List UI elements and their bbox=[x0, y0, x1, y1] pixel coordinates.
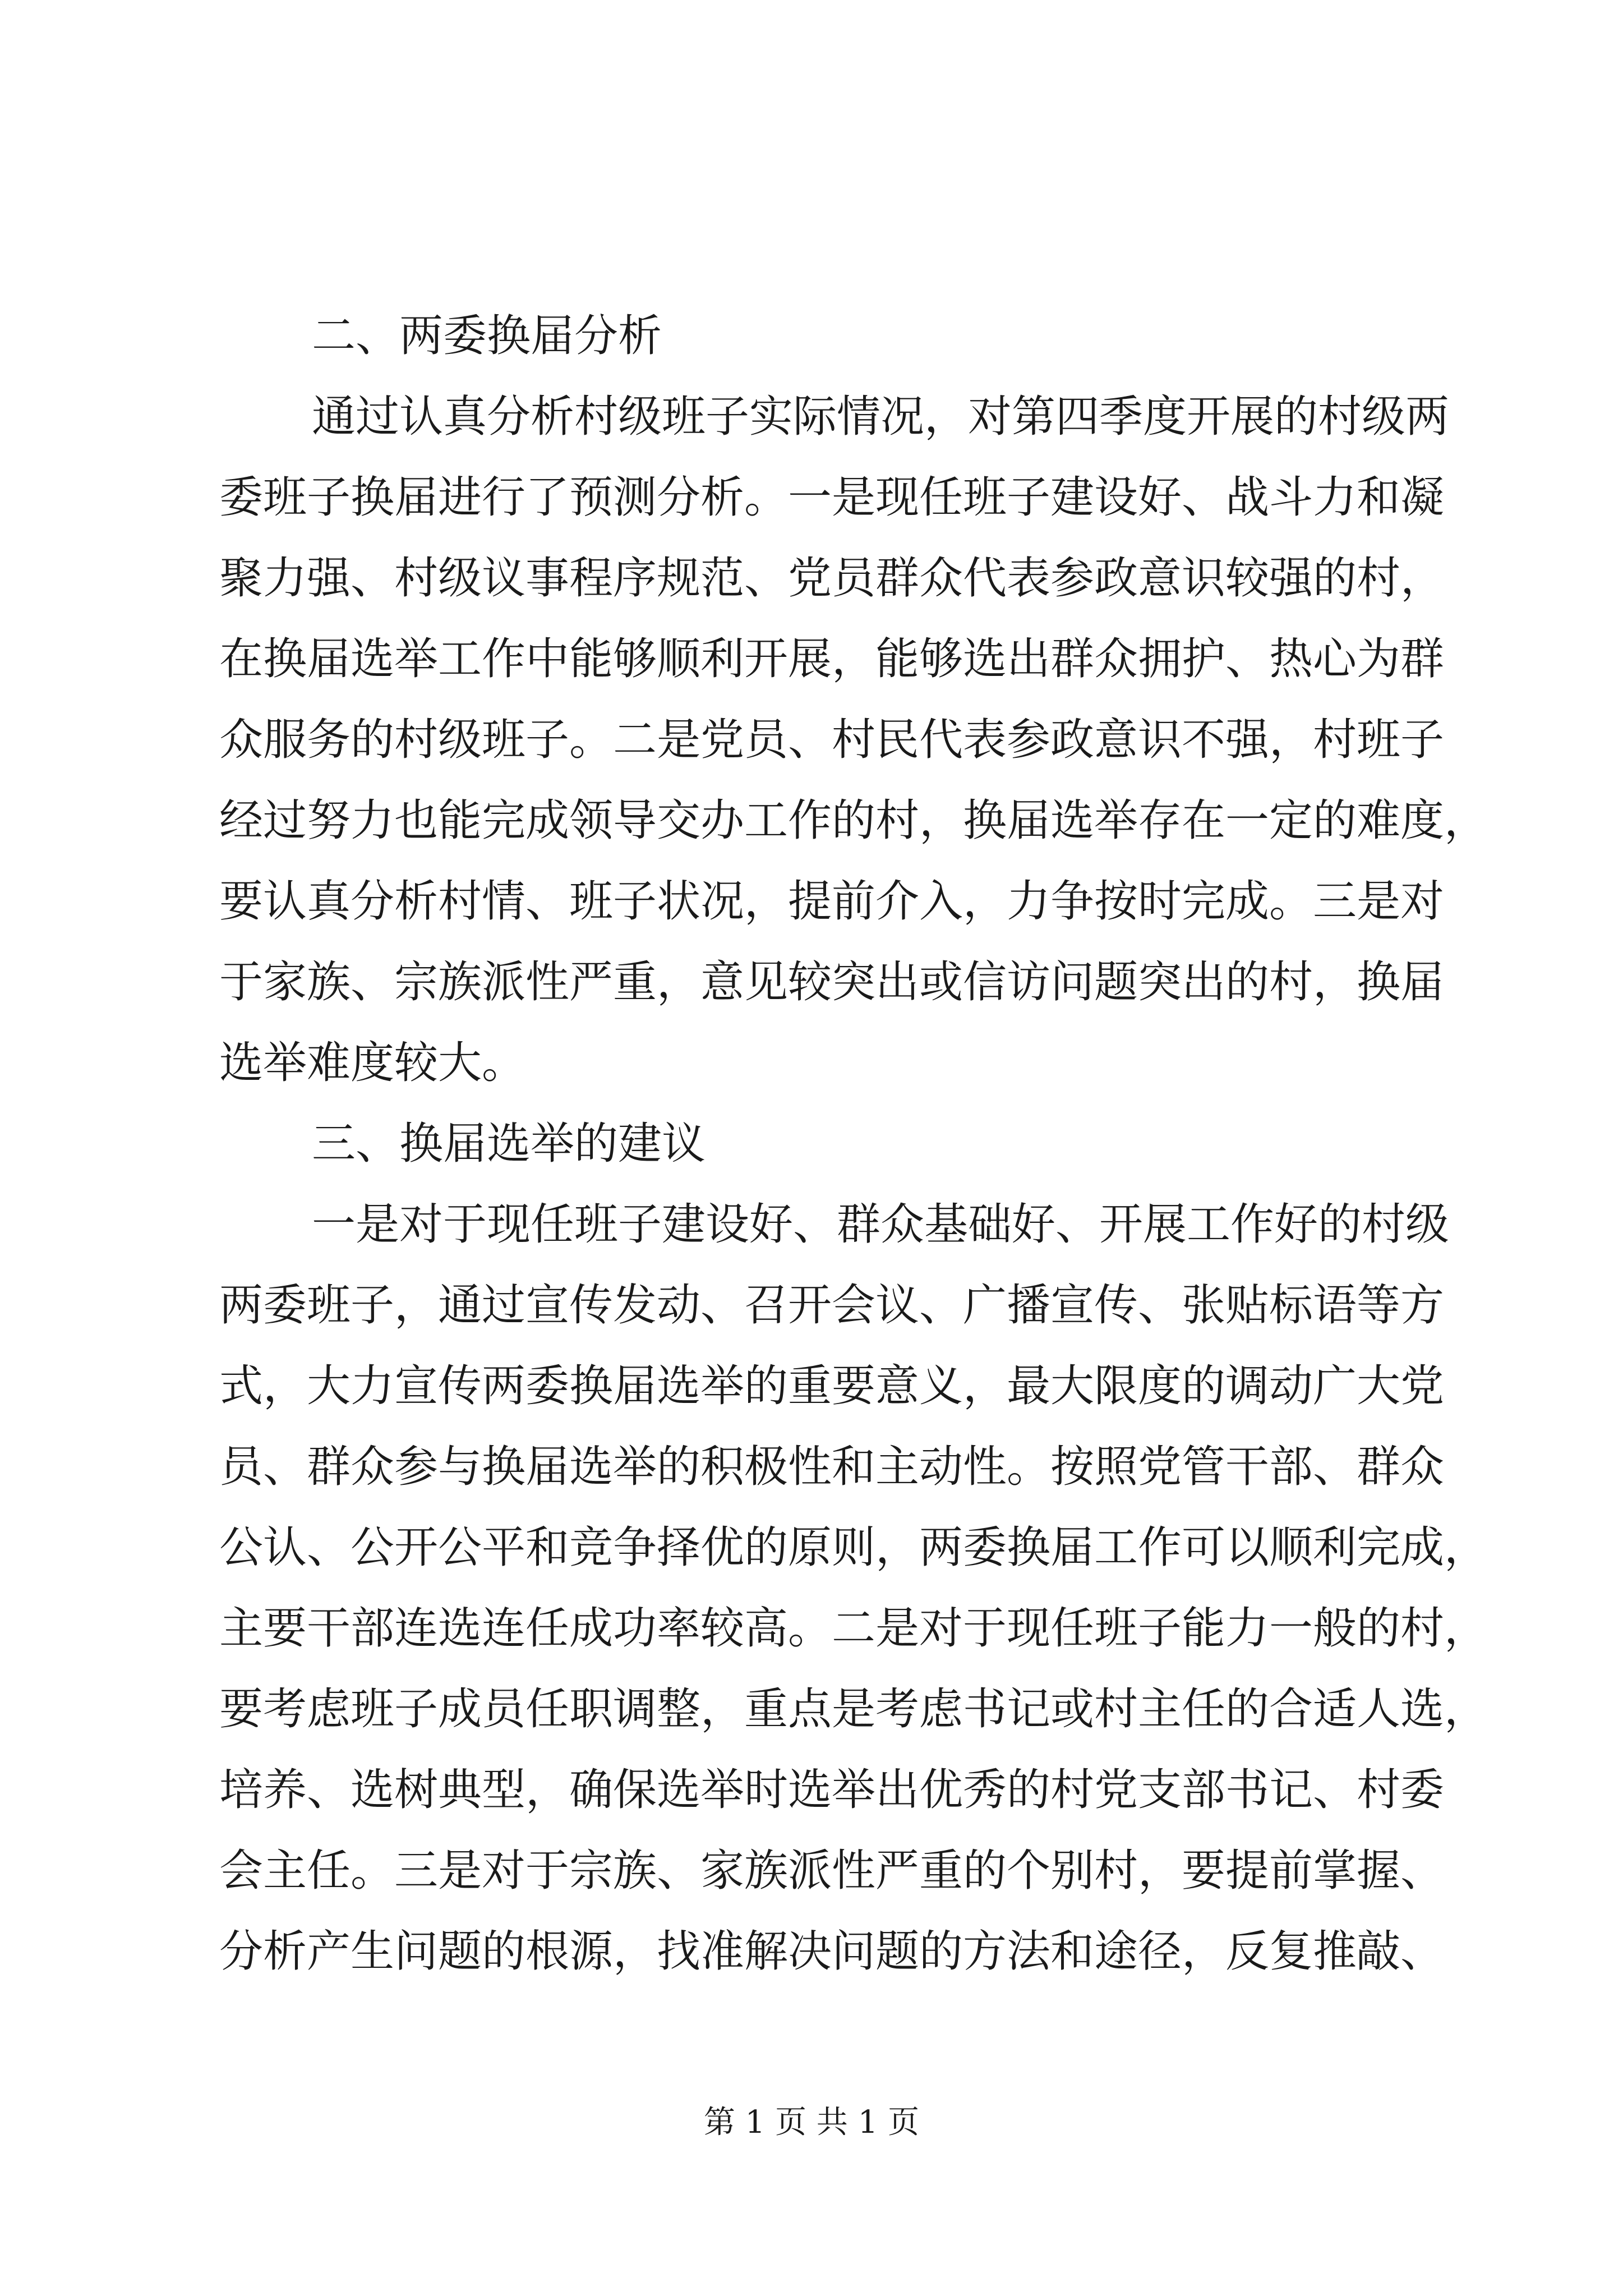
section-heading-3: 三、换届选举的建议 bbox=[312, 1119, 706, 1169]
paragraph-line: 会主任。三是对于宗族、家族派性严重的个别村，要提前掌握、 bbox=[219, 1846, 1445, 1896]
paragraph-line: 一是对于现任班子建设好、群众基础好、开展工作好的村级 bbox=[312, 1199, 1450, 1250]
paragraph-line: 选举难度较大。 bbox=[219, 1038, 526, 1088]
paragraph-line: 要认真分析村情、班子状况，提前介入，力争按时完成。三是对 bbox=[219, 876, 1445, 927]
paragraph-line: 式，大力宣传两委换届选举的重要意义，最大限度的调动广大党 bbox=[219, 1361, 1445, 1411]
paragraph-line: 主要干部连选连任成功率较高。二是对于现任班子能力一般的村， bbox=[219, 1603, 1488, 1654]
paragraph-line: 于家族、宗族派性严重，意见较突出或信访问题突出的村，换届 bbox=[219, 957, 1445, 1007]
paragraph-line: 在换届选举工作中能够顺利开展，能够选出群众拥护、热心为群 bbox=[219, 634, 1445, 684]
paragraph-line: 要考虑班子成员任职调整，重点是考虑书记或村主任的合适人选， bbox=[219, 1684, 1488, 1734]
paragraph-line: 分析产生问题的根源，找准解决问题的方法和途径，反复推敲、 bbox=[219, 1926, 1445, 1977]
paragraph-line: 众服务的村级班子。二是党员、村民代表参政意识不强，村班子 bbox=[219, 715, 1445, 765]
paragraph-line: 聚力强、村级议事程序规范、党员群众代表参政意识较强的村， bbox=[219, 553, 1445, 604]
paragraph-line: 两委班子，通过宣传发动、召开会议、广播宣传、张贴标语等方 bbox=[219, 1280, 1445, 1331]
paragraph-line: 公认、公开公平和竞争择优的原则，两委换届工作可以顺利完成， bbox=[219, 1522, 1488, 1573]
paragraph-line: 委班子换届进行了预测分析。一是现任班子建设好、战斗力和凝 bbox=[219, 472, 1445, 523]
paragraph-line: 经过努力也能完成领导交办工作的村，换届选举存在一定的难度， bbox=[219, 795, 1488, 846]
paragraph-line: 员、群众参与换届选举的积极性和主动性。按照党管干部、群众 bbox=[219, 1442, 1445, 1492]
paragraph-line: 通过认真分析村级班子实际情况，对第四季度开展的村级两 bbox=[312, 392, 1450, 442]
page-number-footer: 第 1 页 共 1 页 bbox=[703, 2104, 920, 2141]
section-heading-2: 二、两委换届分析 bbox=[312, 311, 662, 361]
paragraph-line: 培养、选树典型，确保选举时选举出优秀的村党支部书记、村委 bbox=[219, 1765, 1445, 1815]
